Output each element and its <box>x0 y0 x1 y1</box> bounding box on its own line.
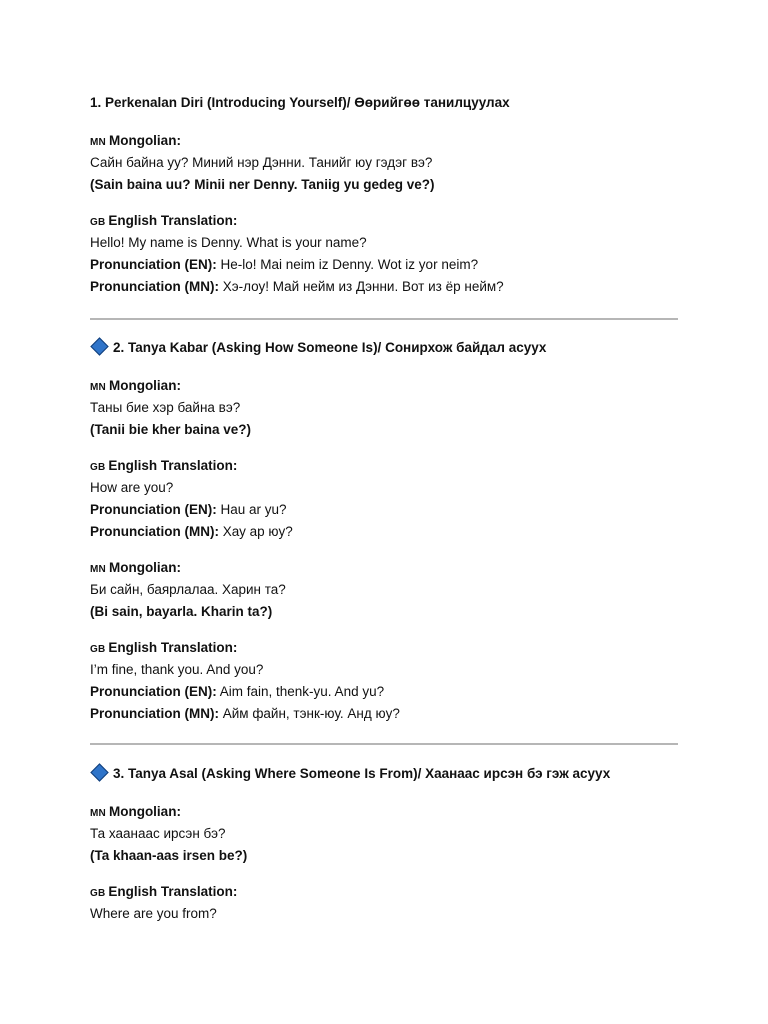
block-label: English Translation: <box>108 458 238 473</box>
pronunciation-mn: Pronunciation (MN): Хэ-лоу! Май нейм из Дэнни. Вот из ёр нейм? <box>90 279 504 294</box>
mongolian-block <box>90 375 680 441</box>
transliteration: (Ta khaan-aas irsen be?) <box>90 848 248 863</box>
transliteration: (Bi sain, bayarla. Kharin ta?) <box>90 604 273 619</box>
block-label: English Translation: <box>108 213 238 228</box>
mn-flag-icon: MN <box>90 808 106 819</box>
english-block <box>90 637 680 725</box>
english-block <box>90 881 680 925</box>
block-label: English Translation: <box>108 884 238 899</box>
pronunciation-en: Pronunciation (EN): Aim fain, thenk-yu. And yu? <box>90 684 385 699</box>
section-divider <box>90 743 678 745</box>
blue-diamond-icon <box>90 763 108 781</box>
english-text: How are you? <box>90 480 174 495</box>
mongolian-text: Би сайн, баярлалаа. Харин та? <box>90 582 286 597</box>
section-heading: 2. Tanya Kabar (Asking How Someone Is)/ Сонирхож байдал асуух <box>90 339 680 361</box>
blue-diamond-icon <box>90 337 108 355</box>
gb-flag-icon: GB <box>90 644 106 655</box>
mongolian-block <box>90 130 680 196</box>
mongolian-text: Сайн байна уу? Миний нэр Дэнни. Танийг юу гэдэг вэ? <box>90 155 433 170</box>
transliteration: (Sain baina uu? Minii ner Denny. Taniig yu gedeg ve?) <box>90 177 435 192</box>
block-label: Mongolian: <box>108 133 181 148</box>
block-label: Mongolian: <box>108 378 181 393</box>
mn-flag-icon: MN <box>90 137 106 148</box>
mongolian-text: Таны бие хэр байна вэ? <box>90 400 241 415</box>
english-block <box>90 455 680 543</box>
gb-flag-icon: GB <box>90 888 106 899</box>
mongolian-text: Та хаанаас ирсэн бэ? <box>90 826 226 841</box>
gb-flag-icon: GB <box>90 462 106 473</box>
pronunciation-mn: Pronunciation (MN): Айм файн, тэнк-юу. Анд юу? <box>90 706 400 721</box>
gb-flag-icon: GB <box>90 217 106 228</box>
block-label: Mongolian: <box>108 560 181 575</box>
section-introducing-yourself <box>90 94 680 298</box>
block-label: Mongolian: <box>108 804 181 819</box>
english-block <box>90 210 680 298</box>
section-divider <box>90 318 678 320</box>
section-heading: 3. Tanya Asal (Asking Where Someone Is From)/ Хаанаас ирсэн бэ гэж асуух <box>90 765 680 787</box>
pronunciation-en: Pronunciation (EN): Hau ar yu? <box>90 502 287 517</box>
english-text: Hello! My name is Denny. What is your name? <box>90 235 367 250</box>
pronunciation-en: Pronunciation (EN): He-lo! Mai neim iz Denny. Wot iz yor neim? <box>90 257 479 272</box>
mongolian-block <box>90 801 680 867</box>
section-heading: 1. Perkenalan Diri (Introducing Yourself)/ Өөрийгөө танилцуулах <box>90 95 510 110</box>
mn-flag-icon: MN <box>90 564 106 575</box>
mn-flag-icon: MN <box>90 382 106 393</box>
pronunciation-mn: Pronunciation (MN): Хау ар юу? <box>90 524 293 539</box>
section-asking-how-someone-is <box>90 339 680 725</box>
block-label: English Translation: <box>108 640 238 655</box>
section-asking-where-from <box>90 765 680 925</box>
transliteration: (Tanii bie kher baina ve?) <box>90 422 252 437</box>
mongolian-block <box>90 557 680 623</box>
english-text: I’m fine, thank you. And you? <box>90 662 264 677</box>
english-text: Where are you from? <box>90 906 217 921</box>
